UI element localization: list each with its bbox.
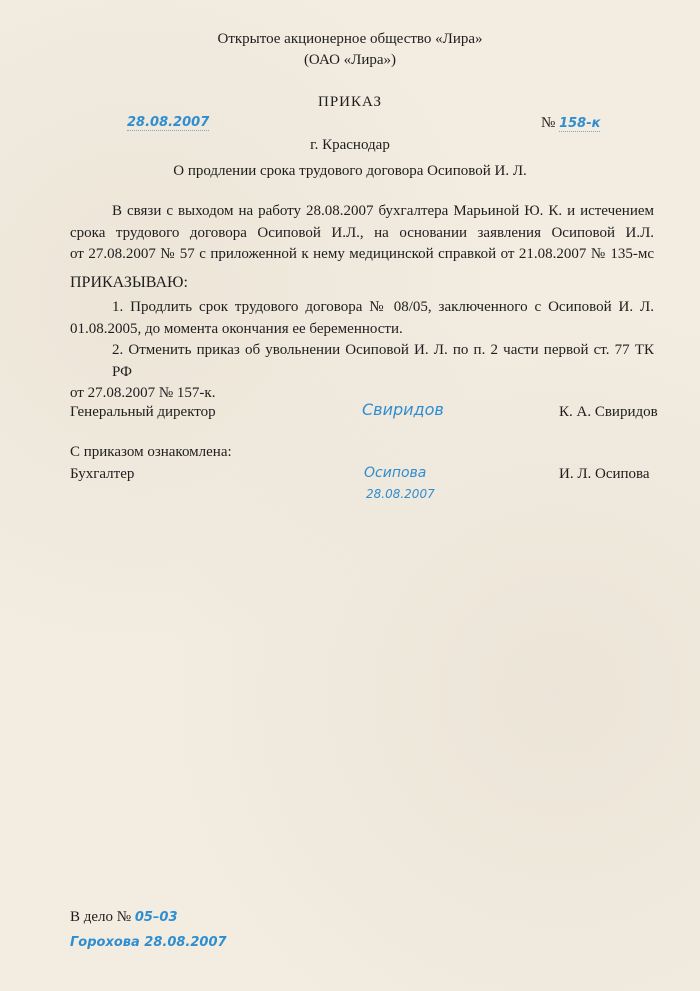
- city: г. Краснодар: [310, 137, 390, 153]
- order-number: 158-к: [559, 116, 601, 131]
- employee-name: И. Л. Осипова: [559, 466, 650, 482]
- order-date: 28.08.2007: [127, 115, 210, 130]
- document-title: ПРИКАЗ: [318, 94, 382, 110]
- file-note-signer: Горохова 28.08.2007: [70, 935, 227, 950]
- preamble-line: от 27.08.2007 № 57 с приложенной к нему медицинской справкой от 21.08.2007 № 135-мс: [70, 246, 654, 262]
- file-note: [70, 909, 178, 926]
- director-name: К. А. Свиридов: [559, 404, 658, 420]
- file-note-label: В дело №: [70, 909, 132, 925]
- item-line: 1. Продлить срок трудового договора № 08/05, заключенного с Осиповой И. Л.: [112, 299, 654, 315]
- order-word: ПРИКАЗЫВАЮ:: [70, 274, 188, 291]
- file-number: 05–03: [134, 910, 178, 925]
- organization-full-name: Открытое акционерное общество «Лира»: [217, 31, 483, 47]
- order-items: [70, 297, 654, 405]
- item-line: 2. Отменить приказ об увольнении Осиповой И. Л. по п. 2 части первой ст. 77 ТК РФ: [112, 342, 654, 380]
- organization-short-name: (ОАО «Лира»): [303, 52, 397, 68]
- item-line: 01.08.2005, до момента окончания ее беременности.: [70, 320, 403, 337]
- director-signature: Свиридов: [362, 400, 444, 419]
- preamble: [70, 201, 654, 266]
- employee-sign-date: 28.08.2007: [366, 487, 435, 501]
- preamble-line: В связи с выходом на работу 28.08.2007 бухгалтера Марьиной Ю. К. и истечением: [112, 203, 654, 219]
- item-line: от 27.08.2007 № 157-к.: [70, 385, 216, 401]
- employee-signature: Осипова: [364, 465, 427, 481]
- order-subject: О продлении срока трудового договора Осиповой И. Л.: [173, 163, 527, 179]
- director-position: Генеральный директор: [70, 404, 216, 420]
- preamble-line: срока трудового договора Осиповой И.Л., на основании заявления Осиповой И.Л.: [70, 224, 654, 241]
- number-label: №: [541, 115, 556, 131]
- employee-position: Бухгалтер: [70, 466, 135, 482]
- acquaintance-label: С приказом ознакомлена:: [70, 444, 232, 460]
- order-number-field: [541, 115, 600, 132]
